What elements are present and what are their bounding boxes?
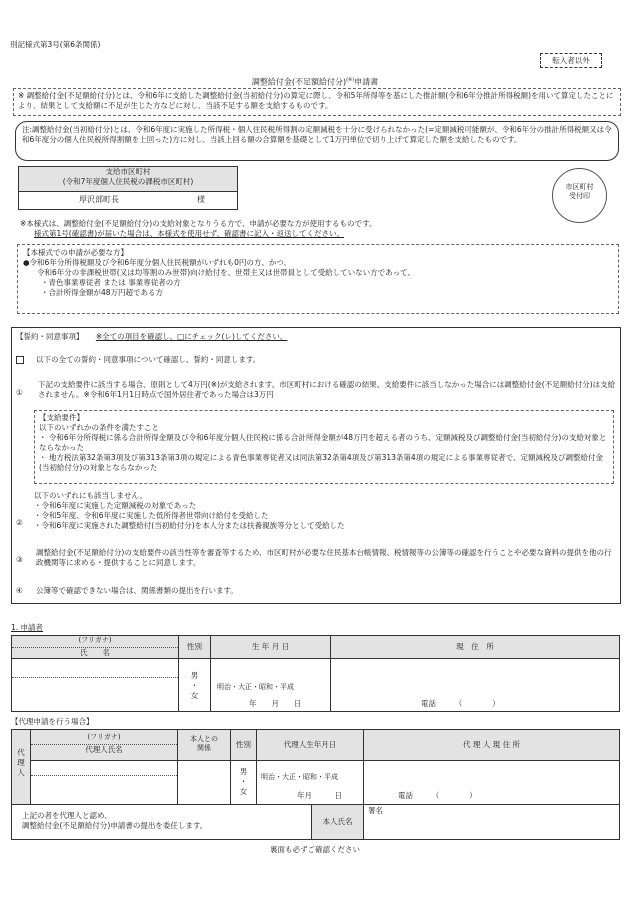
applicant-name-field[interactable]: [11, 658, 179, 712]
proxy-relation-field[interactable]: [177, 760, 231, 805]
proxy-birth-header: 代理人生年月日: [256, 729, 364, 761]
applicant-name-header: (フリガナ) 氏 名: [11, 635, 179, 659]
addressee-line2: (令和7年度個人住民税の課税市区町村): [62, 177, 194, 186]
principal-name-label: 本人氏名: [311, 804, 364, 840]
proxy-address-header: 代 理 人 現 住 所: [363, 729, 620, 761]
applicant-sex-field[interactable]: 男 ・ 女: [178, 658, 211, 712]
usage-note-1: ※本様式は、調整給付金(不足額給付分)の支給対象となりうる方で、申請が必要な方が使用するものです。: [20, 219, 377, 228]
addressee-box: [18, 166, 238, 210]
proxy-name-header: (フリガナ) 代理人氏名: [30, 729, 178, 761]
oath-section: [11, 327, 621, 604]
proxy-side-label: 代 理 人: [11, 729, 31, 805]
footer-note: 裏面も必ずご確認ください: [270, 845, 360, 854]
page-title: 調整給付金(不足額給付分)(※)申請書: [251, 77, 379, 87]
proxy-address-field[interactable]: 電話 （ ）: [363, 760, 620, 805]
requirements-box: 【支給要件】 以下のいずれかの条件を満たすこと ・ 令和6年分所得税に係る合計所得金額及び令和6年度分個人住民税に係る合計所得金額が48万円を超える者のうち、定額減税及び調整給付金(当初給付分)の支給対象とならなかった ・ 地方税法第32条第3項及び第313条第3項の規定による青色事業専従者又は同法第32条第4項及び第313条第4項の規定による事業専従者で、定額減税及び調整給付金(当初給付分)の対象とならなかった: [34, 410, 614, 484]
item4-text: 公簿等で確認できない場合は、関係書類の提出を行います。: [36, 586, 238, 595]
oath-instruction: ※全ての項目を確認し、□にチェック(レ)してください。: [95, 332, 288, 341]
proxy-birth-field[interactable]: 明治・大正・昭和・平成 年月 日: [256, 760, 364, 805]
agree-all-checkbox[interactable]: [16, 356, 24, 364]
applicant-birth-field[interactable]: 明治・大正・昭和・平成 年 月 日: [210, 658, 331, 712]
item2-number: ②: [16, 518, 23, 527]
addressee-line1: 支给市区町村: [105, 167, 151, 176]
proxy-sex-header: 性別: [230, 729, 257, 761]
proxy-section-title: 【代理申請を行う場合】: [11, 717, 94, 726]
proxy-relation-header: 本人との 関係: [177, 729, 231, 761]
proxy-name-field[interactable]: [30, 760, 178, 805]
non-transfer-badge: 転入者以外: [540, 53, 602, 68]
item3-number: ③: [16, 555, 23, 564]
applicant-address-header: 現 住 所: [330, 635, 620, 659]
note-bubble: 注:調整給付金(当初給付分)とは、令和6年度に実施した所得税・個人住民税所得割の定額減税を十分に受けられなかった(=定額減税可能額が、令和6年分の推計所得税額又は令和6年度分の個人住民税所得割額を上回った)方に対し、当該上回る額の合算額を基礎として1万円単位で切り上げて算定した額を支給したものです。: [15, 121, 619, 161]
form-number: 別記様式第3号(第6条関係): [10, 40, 101, 49]
principal-signature-field[interactable]: 署名: [363, 804, 620, 840]
item1-text: 下記の支給要件に該当する場合、原則として4万円(※)が支給されます。市区町村における確認の結果、支給要件に該当しなかった場合には調整給付金(不足額給付分)は支給されません。※令和6年1月1日時点で国外居住者であった場合は3万円: [38, 380, 616, 399]
applicant-address-field[interactable]: 電話 （ ）: [330, 658, 620, 712]
proxy-sex-field[interactable]: 男 ・ 女: [230, 760, 257, 805]
reception-stamp: 市区町村 受付印: [552, 168, 607, 223]
item1-number: ①: [16, 388, 23, 397]
eligibility-box: 【本様式での申請が必要な方】 ●令和6年分所得税額及び令和6年度分個人住民税額がいずれも0円の方、かつ、 令和6年分の非課税世帯(又は均等割のみ世帯)向け給付を、世帯主又は世帯員として受給していない方であって、 ・青色事業専従者 または 事業専従者の方 ・合計所得金額が48万円超である方: [17, 244, 619, 314]
honorific: 様: [197, 195, 205, 204]
applicant-section-title: 1. 申請者: [11, 623, 44, 632]
mayor-name: 厚沢部町長: [79, 195, 119, 204]
applicant-birth-header: 生 年 月 日: [210, 635, 331, 659]
oath-heading: 【誓約・同意事項】: [16, 332, 84, 341]
usage-note-2: 様式第1号(確認書)が届いた場合は、本様式を使用せず、確認書に記入・返送してください。: [34, 229, 345, 238]
item2-list: 以下のいずれにも該当しません。 ・令和6年度に実施した定額減税の対象であった ・令和5年度、令和6年度に実施した低所得者世帯向け給付を受給した ・令和6年度に実施された調整給付(当初給付分)を本人分または扶養親族等分として受給した: [34, 491, 345, 530]
applicant-sex-header: 性別: [178, 635, 211, 659]
agree-all-text: 以下の全ての誓約・同意事項について確認し、誓約・同意します。: [36, 355, 261, 364]
intro-notice: ※ 調整給付金(不足額給付分)とは、令和6年に支給した調整給付金(当初給付分)の算定に際し、令和5年所得等を基にした推計額(令和6年分推計所得税額)を用いて算定したことにより、結果として支給額に不足が生じた方などに対し、当該不足する額を支給するものです。: [13, 88, 621, 116]
delegation-statement: 上記の者を代理人と認め、 調整給付金(不足額給付分)申請書の提出を委任します。: [11, 804, 312, 840]
item4-number: ④: [16, 586, 23, 595]
item3-text: 調整給付金(不足額給付分)の支給要件の該当性等を審査等するため、市区町村が必要な住民基本台帳情報、税情報等の公簿等の確認を行うことや必要な資料の提供を他の行政機関等に求める・提供することに同意します。: [36, 548, 612, 567]
